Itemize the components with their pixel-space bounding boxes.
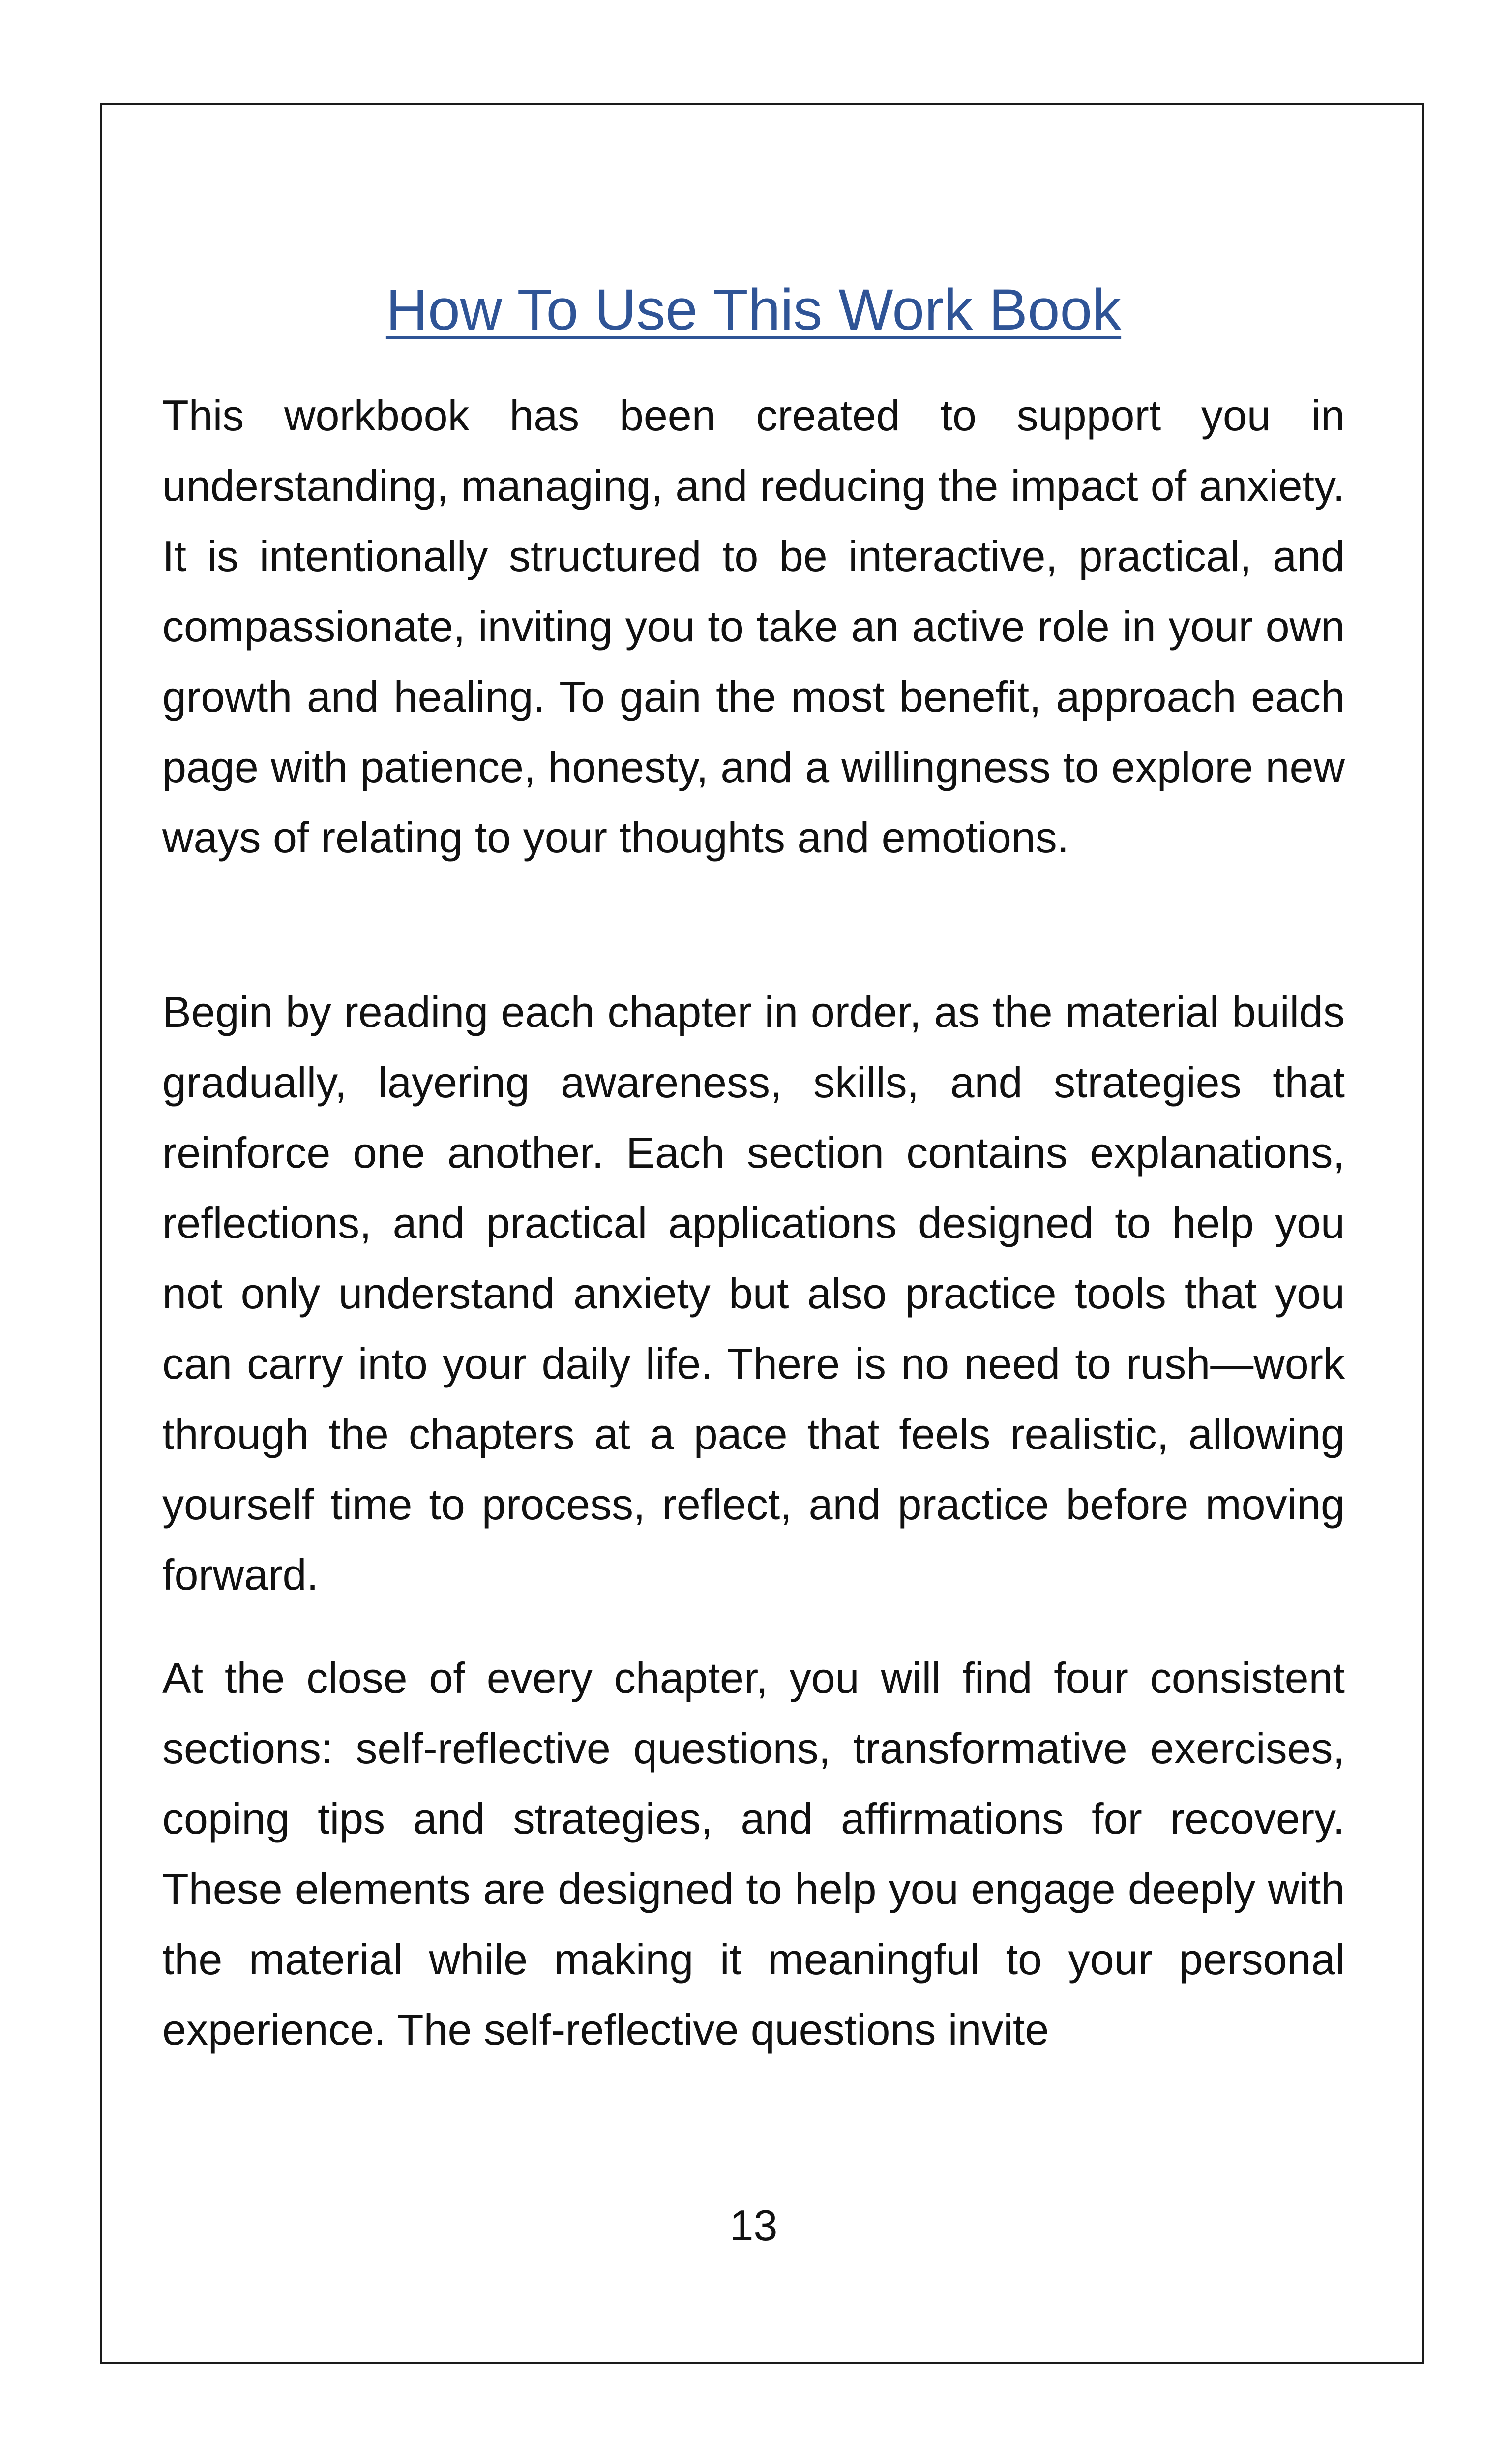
page-title: How To Use This Work Book bbox=[385, 277, 1122, 342]
body-paragraph-3: At the close of every chapter, you will find four consistent sections: self-reflective questions, transformative exercises, coping tips and strategies, and affirmations for recovery. These elements are designed to help you engage deeply with the material while making it meaningful to your personal experience. The self-reflective questions invite bbox=[162, 1654, 1345, 2054]
page-number: 13 bbox=[729, 2201, 778, 2250]
body-paragraph-2: Begin by reading each chapter in order, as the material builds gradually, layering awareness, skills, and strategies that reinforce one another. Each section contains explanations, reflections, and practical applications designed to help you not only understand anxiety but also practice tools that you can carry into your daily life. There is no need to rush—work through the chapters at a pace that feels realistic, allowing yourself time to process, reflect, and practice before moving forward. bbox=[162, 988, 1345, 1599]
body-paragraph-1: This workbook has been created to support you in understanding, managing, and reducing the impact of anxiety. It is intentionally structured to be interactive, practical, and compassionate, inviting you to take an active role in your own growth and healing. To gain the most benefit, approach each page with patience, honesty, and a willingness to explore new ways of relating to your thoughts and emotions. bbox=[162, 391, 1345, 862]
